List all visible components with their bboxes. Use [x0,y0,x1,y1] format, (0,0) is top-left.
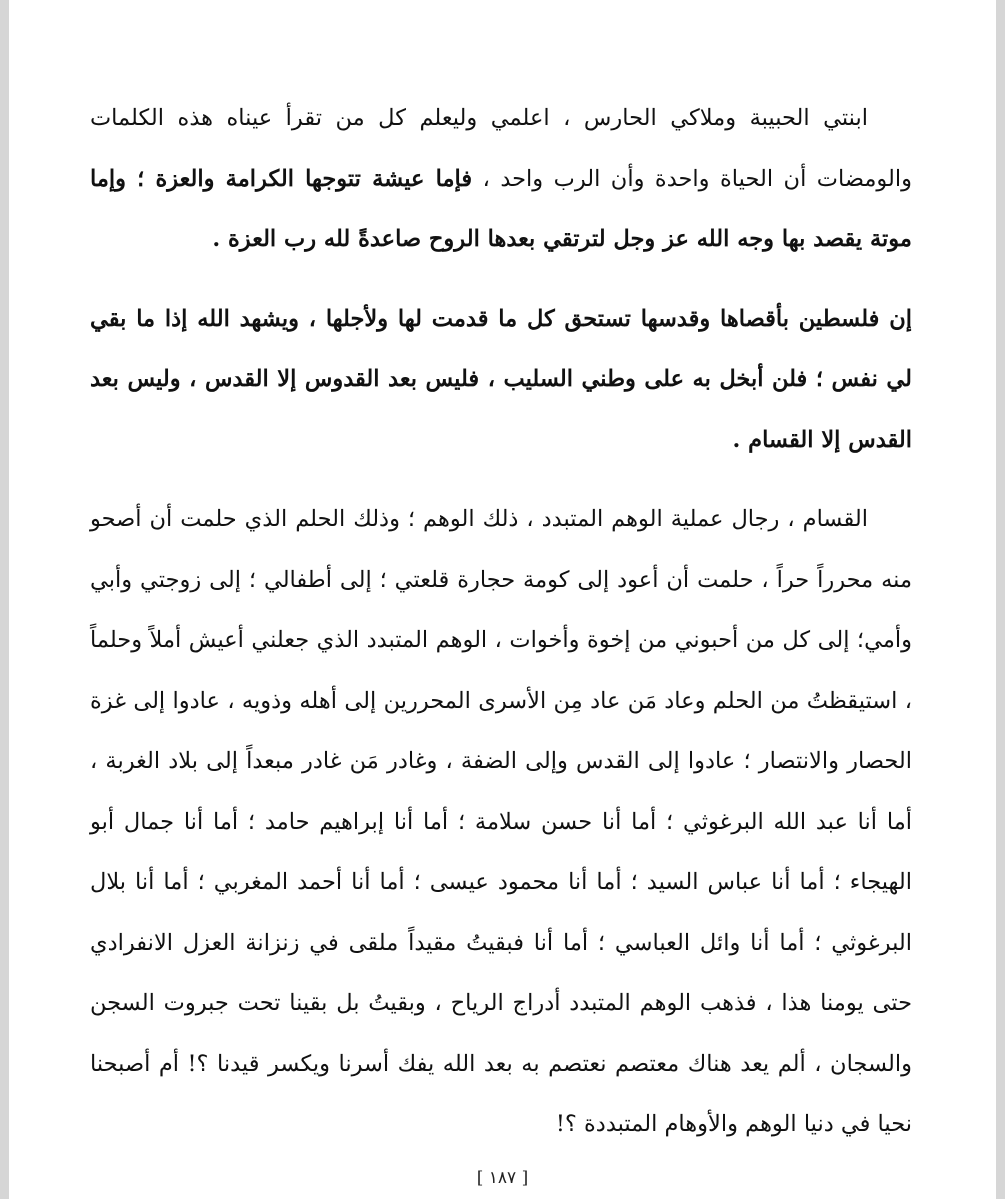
paragraph-3: القسام ، رجال عملية الوهم المتبدد ، ذلك الوهم ؛ وذلك الحلم الذي حلمت أن أصحو منه محرراً حراً ، حلمت أن أعود إلى كومة حجارة قلعتي ؛ إلى أطفالي ؛ إلى زوجتي وأبي وأمي؛ إلى كل من أحبوني من إخوة وأخوات ، الوهم المتبدد الذي جعلني أعيش أملاً وحلماً ، استيقظتُ من الحلم وعاد مَن عاد مِن الأسرى المحررين إلى أهله وذويه ، عادوا إلى غزة الحصار والانتصار ؛ عادوا إلى القدس وإلى الضفة ، وغادر مَن غادر مبعداً إلى بلاد الغربة ، أما أنا عبد الله البرغوثي ؛ أما أنا حسن سلامة ؛ أما أنا إبراهيم حامد ؛ أما أنا جمال أبو الهيجاء ؛ أما أنا عباس السيد ؛ أما أنا محمود عيسى ؛ أما أنا أحمد المغربي ؛ أما أنا بلال البرغوثي ؛ أما أنا وائل العباسي ؛ أما أنا فبقيتُ مقيداً ملقى في زنزانة العزل الانفرادي حتى يومنا هذا ، فذهب الوهم المتبدد أدراج الرياح ، وبقيتُ بل بقينا تحت جبروت السجن والسجان ، ألم يعد هناك معتصم نعتصم به بعد الله يفك أسرنا ويكسر قيدنا ؟! أم أصبحنا نحيا في دنيا الوهم والأوهام المتبددة ؟! [90,506,912,1137]
scan-edge-right [996,0,1005,1199]
book-page [90,88,912,1155]
scan-edge-left [0,0,9,1199]
paragraph-2: إن فلسطين بأقصاها وقدسها تستحق كل ما قدمت لها ولأجلها ، ويشهد الله إذا ما بقي لي نفس ؛ فلن أبخل به على وطني السليب ، فليس بعد القدوس إلا القدس ، وليس بعد القدس إلا القسام . [90,305,912,453]
paragraph-1-plain: ابنتي الحبيبة وملاكي الحارس ، اعلمي وليعلم كل من تقرأ عيناه هذه الكلمات والومضات أن الحياة واحدة وأن الرب واحد ، [90,105,912,192]
paragraph-1 [90,88,912,270]
page-number: [ ١٨٧ ] [476,1168,529,1188]
paragraph-1-bold: فإما عيشة تتوجها الكرامة والعزة ؛ وإما موتة يقصد بها وجه الله عز وجل لترتقي بعدها الروح صاعدةً لله رب العزة . [90,165,912,252]
